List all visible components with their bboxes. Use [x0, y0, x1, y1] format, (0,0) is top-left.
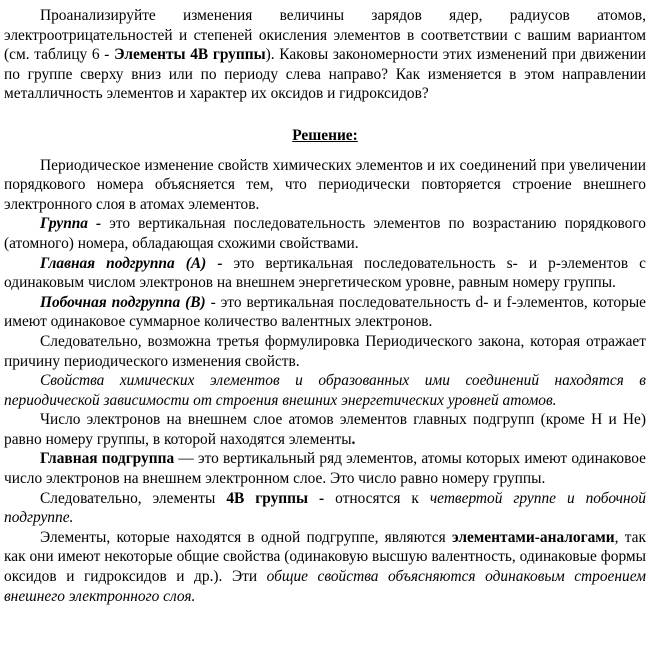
side-subgroup-definition: Побочная подгруппа (В) - это вертикальная последовательность d- и f-элементов, которые имеют одинаковое суммарное количество валентных электронов.: [4, 293, 646, 331]
conclusion-4b: Следовательно, элементы 4В группы - относятся к четвертой группе и побочной подгруппе.: [4, 489, 647, 527]
analog-elements-paragraph: Элементы, которые находятся в одной подгруппе, являются элементами-аналогами, так как они имеют некоторые общие свойства (одинаковую высшую валентность, одинаковые формы оксидов и гидроксидов и др.). Эти общие свойства объясняются одинаковым строением внешнего электронного слоя.: [4, 528, 646, 605]
main-subgroup-explanation: Главная подгруппа — это вертикальный ряд элементов, атомы которых имеют одинаковое число электронов на внешнем электронном слое. Это число равно номеру группы.: [4, 450, 647, 488]
main-subgroup-definition: Главная подгруппа (А) - это вертикальная последовательность s- и p-элементов с одинаковым числом электронов на внешнем энергетическом уровне, равным номеру группы.: [4, 254, 646, 292]
third-formulation: Следовательно, возможна третья формулировка Периодического закона, которая отражает причину периодического изменения свойств.: [4, 332, 646, 370]
group-definition: Группа - это вертикальная последовательность элементов по возрастанию порядкового (атомного) номера, обладающая схожими свойствами.: [4, 215, 646, 252]
periodic-law-statement: Свойства химических элементов и образованных ими соединений находятся в периодической зависимости от строения внешних энергетических уровней атомов.: [4, 372, 646, 409]
outer-electrons-paragraph: Число электронов на внешнем слое атомов элементов главных подгрупп (кроме H и He) равно номеру группы, в которой находятся элементы.: [4, 411, 646, 448]
task-paragraph: Проанализируйте изменения величины зарядов ядер, радиусов атомов, электроотрицательностей и степеней окисления элементов в соответствии с вашим вариантом (см. таблицу 6 - Элементы 4В группы). Каковы закономерности этих изменений при движении по группе сверху вниз или по периоду слева направо? Как изменяется в этом направлении металличность элементов и характер их оксидов и гидроксидов?: [4, 7, 646, 103]
intro-paragraph: Периодическое изменение свойств химических элементов и их соединений при увеличении порядкового номера объясняется тем, что периодически повторяется строение внешнего электронного слоя в атомах элементов.: [4, 156, 646, 213]
solution-heading: Решение:: [292, 126, 358, 144]
